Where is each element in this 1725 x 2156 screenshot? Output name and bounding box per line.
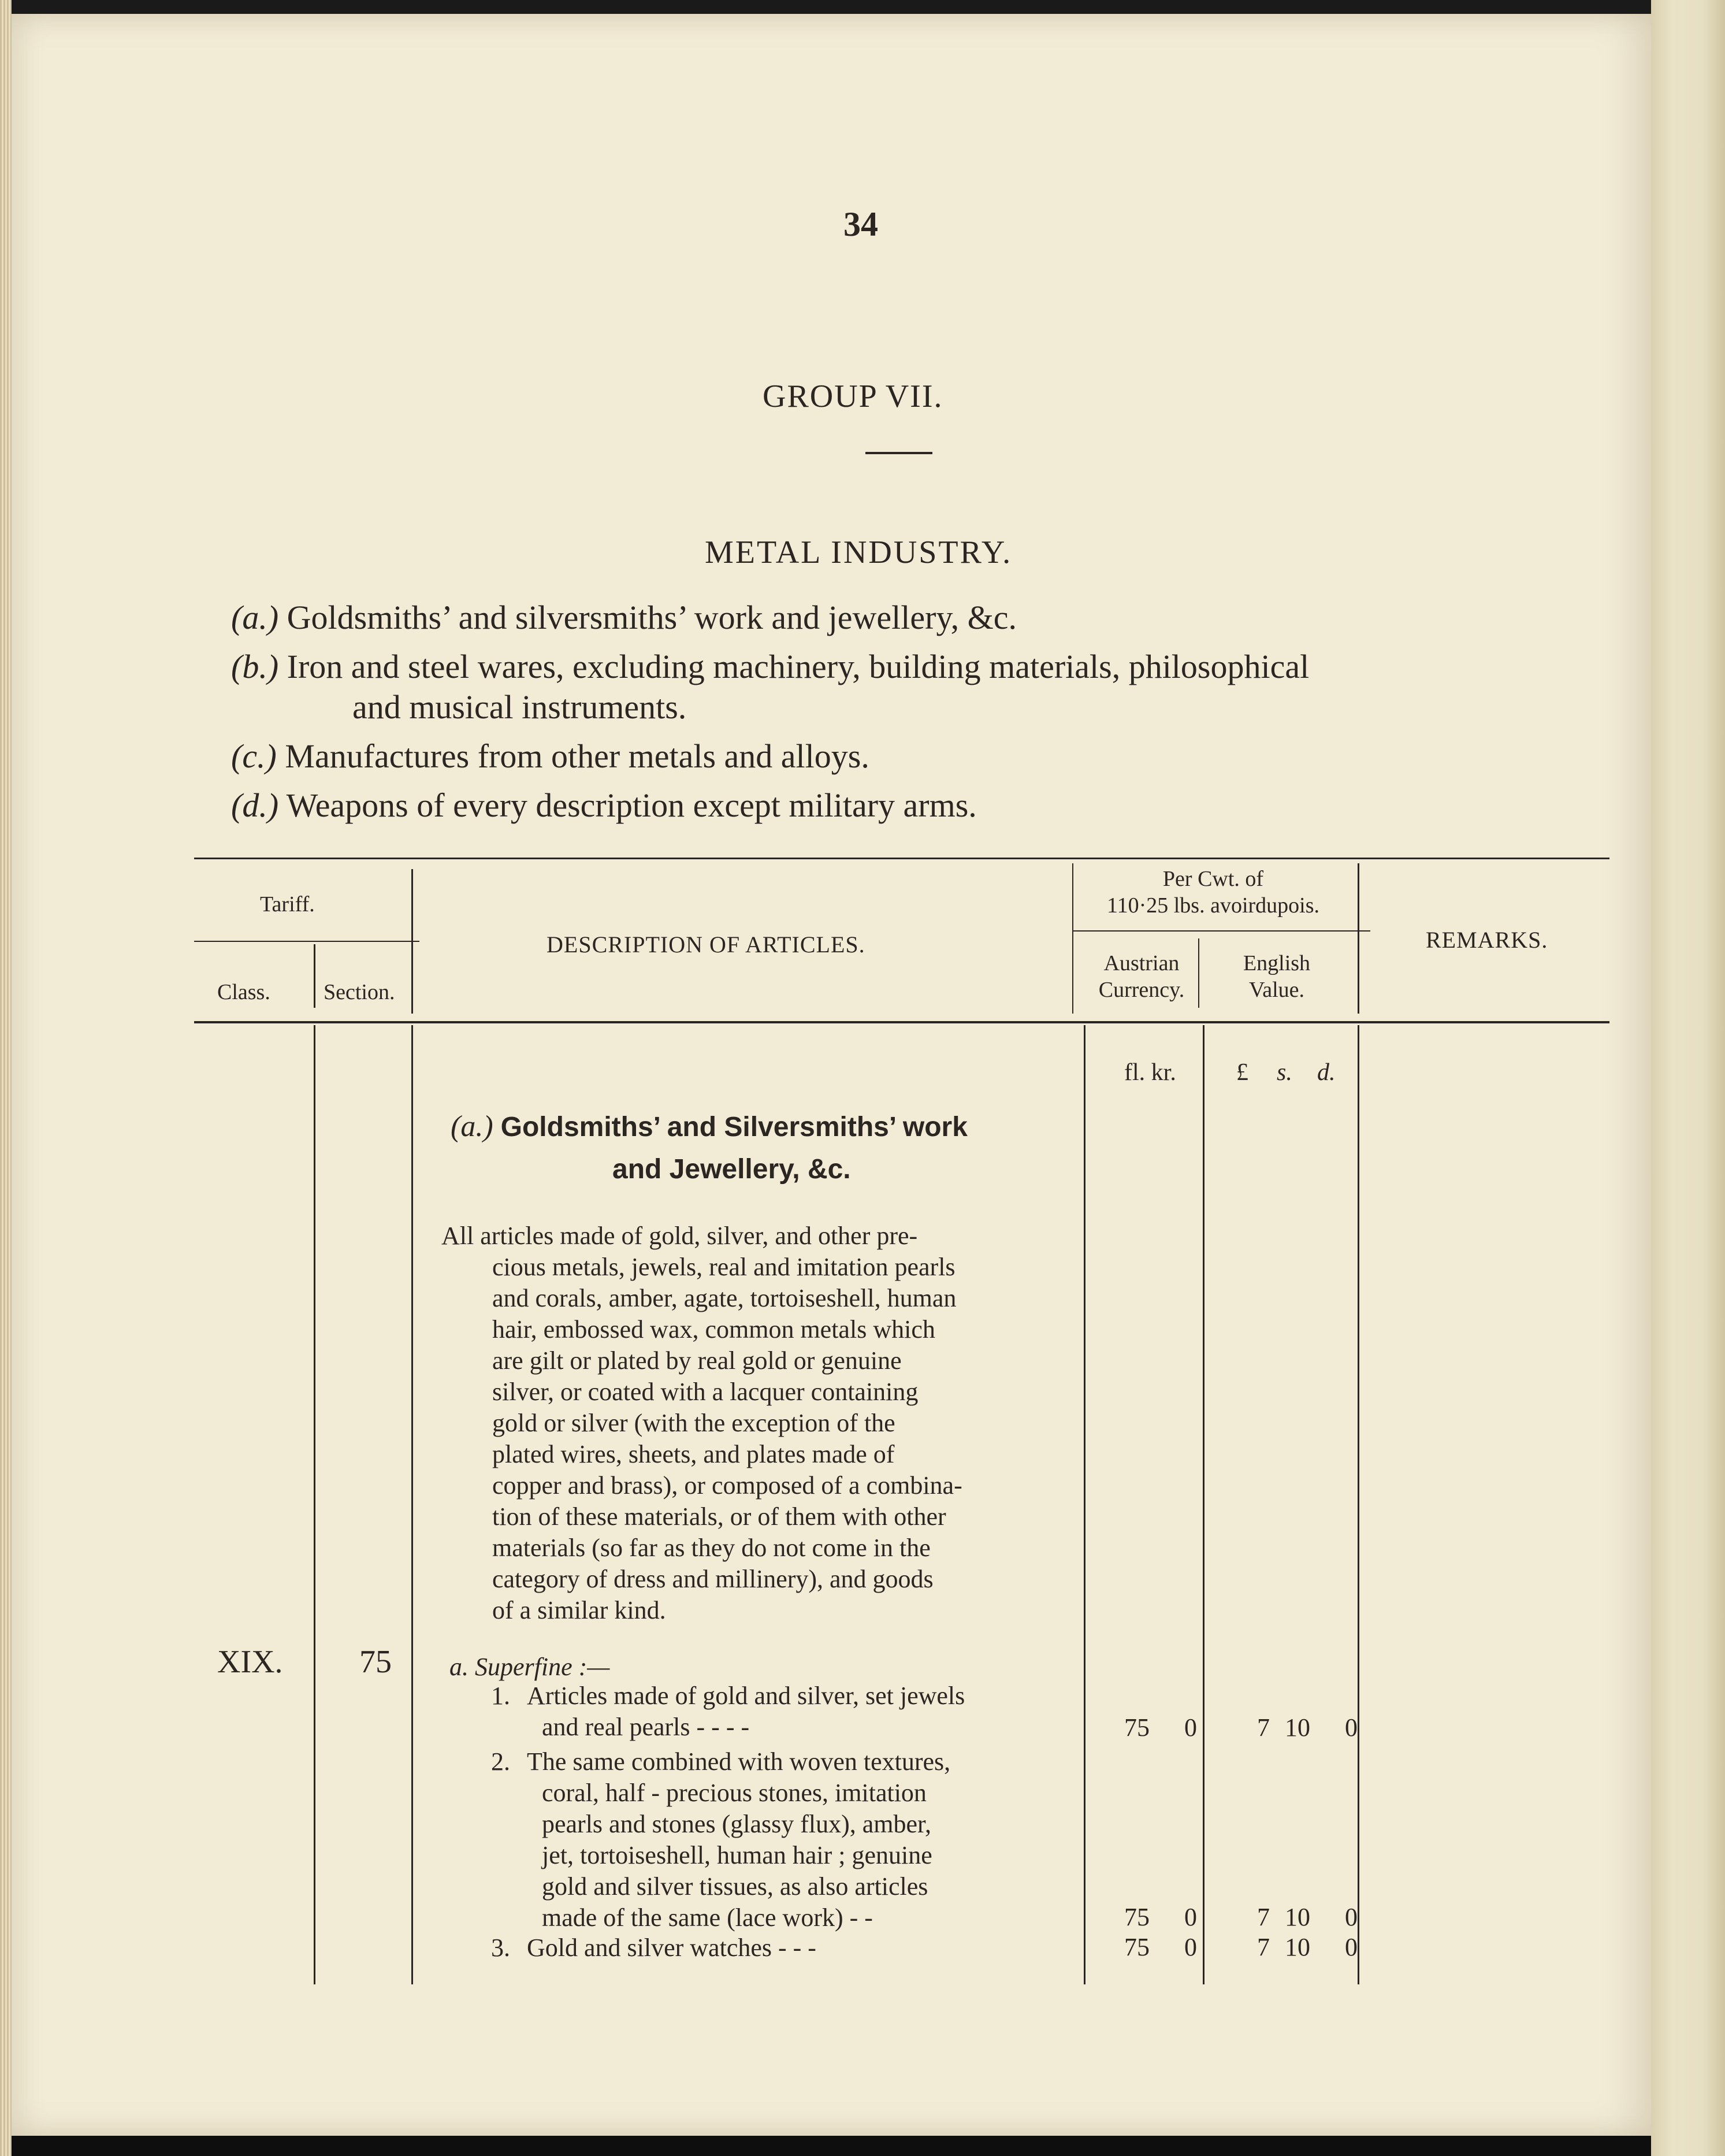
table-header-bottom-rule (194, 1021, 1609, 1023)
scope-item-c (231, 736, 869, 777)
scope-text: Goldsmiths’ and silversmiths’ work and jewellery, &c. (287, 599, 1017, 636)
entry-class: XIX. (217, 1644, 283, 1680)
item-2-fl: 75 (1124, 1903, 1150, 1931)
subsection-title-line1: Goldsmiths’ and Silversmiths’ work (500, 1112, 968, 1142)
item-line: and real pearls - - - - (542, 1713, 750, 1741)
per-cwt-divider-rule (1072, 930, 1370, 932)
item-1-kr: 0 (1184, 1713, 1197, 1742)
item-3-fl: 75 (1124, 1933, 1150, 1961)
header-english-value (1207, 950, 1346, 1003)
description-value-divider-header (1072, 863, 1073, 1014)
item-1-pounds: 7 (1257, 1713, 1270, 1742)
item-line: made of the same (lace work) - - (542, 1903, 873, 1932)
subsection-heading-line1 (451, 1109, 968, 1144)
entry-section: 75 (359, 1644, 392, 1680)
header-english-line2: Value. (1248, 978, 1305, 1002)
header-description: DESCRIPTION OF ARTICLES. (547, 932, 865, 958)
paragraph-line: category of dress and millinery), and goods (492, 1565, 934, 1593)
header-class: Class. (217, 980, 270, 1004)
next-page-edge (1651, 0, 1725, 2156)
currency-english-column-rule (1203, 1025, 1204, 1984)
item-1-number: 1. (491, 1682, 510, 1710)
subsection-marker: (a.) (451, 1110, 493, 1143)
paragraph-line: gold or silver (with the exception of the (492, 1409, 895, 1437)
unit-shillings: s. (1277, 1059, 1292, 1086)
section-description-column-rule (411, 1025, 413, 1984)
scope-marker: (c.) (231, 737, 277, 775)
scope-item-d (231, 785, 977, 826)
paragraph-line: materials (so far as they do not come in the (492, 1534, 931, 1562)
page-bottom-edge (12, 2136, 1651, 2156)
item-1-shillings: 10 (1285, 1713, 1310, 1742)
superfine-text: Superfine :— (475, 1653, 610, 1681)
scope-text: Weapons of every description except military arms. (286, 786, 977, 824)
scope-marker: (a.) (231, 599, 279, 636)
item-1-fl: 75 (1124, 1713, 1150, 1742)
item-line: Articles made of gold and silver, set jewels (527, 1682, 965, 1710)
header-per-cwt-line1: Per Cwt. of (1162, 867, 1264, 891)
description-paragraph (441, 1220, 1088, 1626)
item-2-pounds: 7 (1257, 1903, 1270, 1931)
paragraph-line: hair, embossed wax, common metals which (492, 1315, 935, 1344)
title-rule (865, 452, 932, 454)
class-section-divider-header (314, 944, 315, 1008)
tariff-description-divider-header (411, 869, 413, 1014)
page-number: 34 (843, 205, 878, 243)
scope-text: Iron and steel wares, excluding machinery, building materials, philosophical (287, 648, 1310, 685)
item-2-kr: 0 (1184, 1903, 1197, 1931)
scope-text: Manufactures from other metals and alloys. (285, 737, 869, 775)
tariff-divider-rule (194, 941, 419, 942)
header-per-cwt (1075, 866, 1352, 919)
item-1-text (527, 1680, 965, 1743)
item-3-shillings: 10 (1285, 1933, 1310, 1961)
paragraph-line: and corals, amber, agate, tortoiseshell, human (492, 1284, 957, 1312)
paragraph-line: of a similar kind. (492, 1596, 666, 1624)
class-section-column-rule (314, 1025, 315, 1984)
english-remarks-column-rule (1358, 1025, 1359, 1984)
header-tariff: Tariff. (260, 892, 315, 916)
value-remarks-divider-header (1358, 863, 1359, 1014)
item-line: gold and silver tissues, as also articles (542, 1872, 928, 1901)
item-2-text (527, 1746, 950, 1934)
unit-fl-kr: fl. kr. (1124, 1059, 1176, 1086)
paragraph-line: are gilt or plated by real gold or genuine (492, 1346, 902, 1375)
book-page (12, 14, 1651, 2136)
item-1-pence: 0 (1345, 1713, 1358, 1742)
paragraph-line: silver, or coated with a lacquer containing (492, 1378, 919, 1406)
item-3-pence: 0 (1345, 1933, 1358, 1961)
header-per-cwt-line2: 110·25 lbs. avoirdupois. (1106, 893, 1319, 918)
currency-divider-header (1198, 938, 1199, 1008)
paragraph-line: cious metals, jewels, real and imitation pearls (492, 1253, 956, 1281)
item-line: coral, half - precious stones, imitation (542, 1779, 927, 1807)
superfine-label (449, 1652, 609, 1683)
scope-marker: (b.) (231, 648, 279, 685)
item-2-number: 2. (491, 1747, 510, 1776)
scope-marker: (d.) (231, 786, 279, 824)
paragraph-line: copper and brass), or composed of a combina- (492, 1471, 962, 1500)
paragraph-line: All articles made of gold, silver, and other pre- (441, 1222, 918, 1250)
header-austrian-currency (1090, 950, 1194, 1003)
item-3-text (527, 1932, 816, 1964)
header-section: Section. (324, 980, 395, 1004)
header-austrian-line1: Austrian (1103, 951, 1180, 975)
scope-item-b-continuation: and musical instruments. (352, 688, 687, 726)
unit-pence: d. (1317, 1059, 1336, 1086)
superfine-marker: a. (449, 1653, 469, 1681)
header-remarks: REMARKS. (1426, 927, 1548, 953)
item-2-pence: 0 (1345, 1903, 1358, 1931)
scope-item-a (231, 598, 1017, 638)
item-2-shillings: 10 (1285, 1903, 1310, 1931)
item-3-number: 3. (491, 1934, 510, 1962)
item-3-kr: 0 (1184, 1933, 1197, 1961)
paragraph-line: tion of these materials, or of them with other (492, 1502, 946, 1531)
table-top-rule (194, 858, 1609, 859)
unit-pound: £ (1236, 1059, 1248, 1086)
header-english-line1: English (1243, 951, 1311, 975)
item-line: jet, tortoiseshell, human hair ; genuine (542, 1841, 932, 1869)
item-3-pounds: 7 (1257, 1933, 1270, 1961)
item-line: The same combined with woven textures, (527, 1747, 951, 1776)
subsection-title-line2: and Jewellery, &c. (612, 1154, 851, 1185)
paragraph-line: plated wires, sheets, and plates made of (492, 1440, 895, 1468)
header-austrian-line2: Currency. (1098, 978, 1185, 1002)
page-stack-edge (0, 0, 12, 2156)
scope-item-b (231, 647, 1309, 687)
item-line: pearls and stones (glassy flux), amber, (542, 1810, 931, 1838)
group-title: GROUP VII. (763, 378, 943, 414)
section-title: METAL INDUSTRY. (705, 535, 1013, 570)
item-line: Gold and silver watches - - - (527, 1934, 816, 1962)
